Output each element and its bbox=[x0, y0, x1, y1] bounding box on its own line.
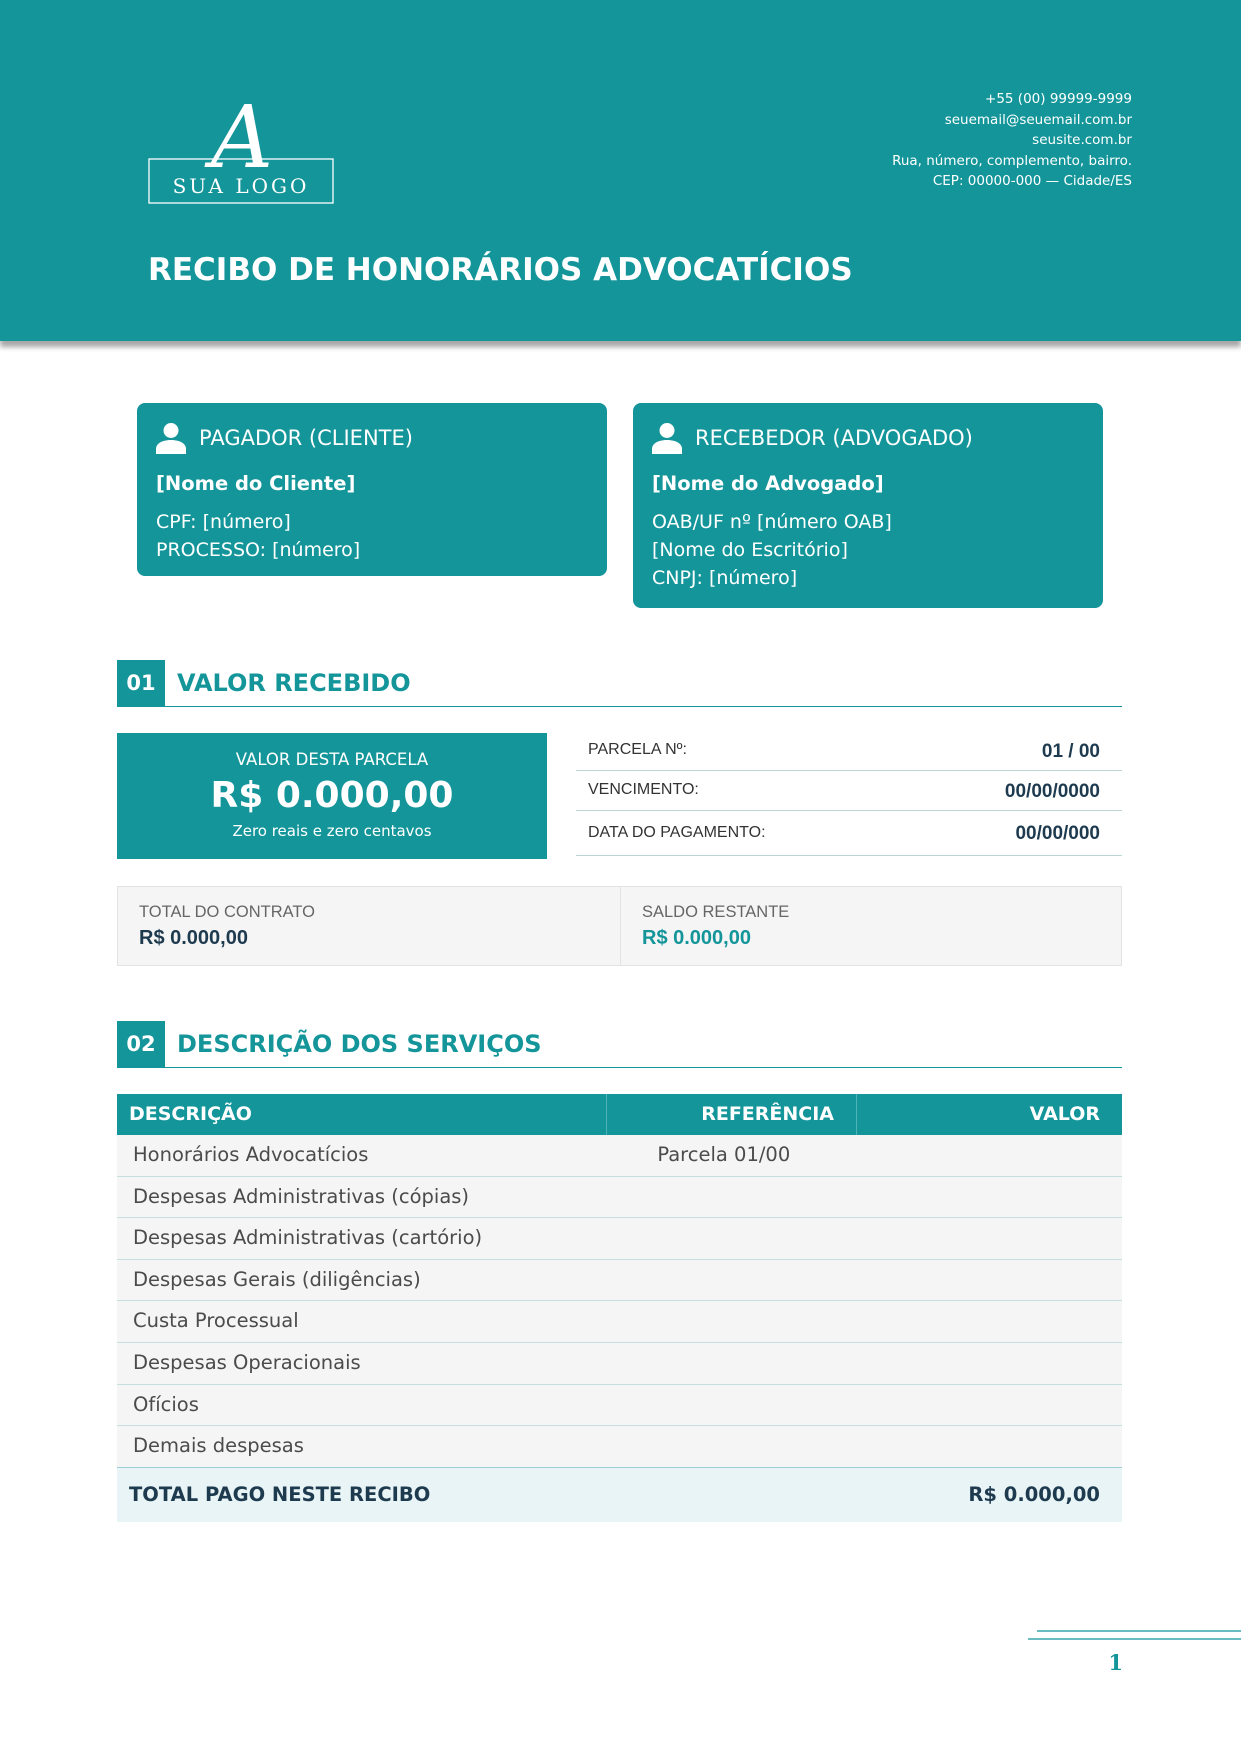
column-header-valor: VALOR bbox=[856, 1094, 1122, 1135]
remaining-balance-label: SALDO RESTANTE bbox=[642, 903, 790, 921]
payer-process: PROCESSO: [número] bbox=[156, 539, 361, 561]
row-value bbox=[844, 1301, 1122, 1342]
installment-amount-words: Zero reais e zero centavos bbox=[232, 822, 432, 840]
section-title: VALOR RECEBIDO bbox=[177, 669, 411, 697]
section-number: 02 bbox=[117, 1021, 165, 1067]
services-table bbox=[117, 1094, 1122, 1522]
total-spacer bbox=[606, 1468, 856, 1522]
table-total-row bbox=[117, 1468, 1122, 1522]
payer-name: [Nome do Cliente] bbox=[156, 472, 356, 495]
contact-email: seuemail@seuemail.com.br bbox=[944, 111, 1132, 128]
table-row bbox=[117, 1343, 1122, 1385]
row-reference bbox=[604, 1343, 845, 1384]
receiver-name: [Nome do Advogado] bbox=[652, 472, 884, 495]
row-value bbox=[844, 1177, 1122, 1218]
row-value bbox=[844, 1135, 1122, 1176]
table-row bbox=[117, 1301, 1122, 1343]
info-value: 01 / 00 bbox=[1041, 741, 1100, 762]
section-title: DESCRIÇÃO DOS SERVIÇOS bbox=[177, 1030, 542, 1058]
installment-box bbox=[117, 733, 547, 859]
row-description: Ofícios bbox=[133, 1392, 199, 1416]
info-row-pagamento bbox=[576, 811, 1122, 856]
row-description: Custa Processual bbox=[133, 1309, 299, 1333]
section-number: 01 bbox=[117, 660, 165, 706]
person-icon bbox=[652, 422, 682, 454]
payer-title: PAGADOR (CLIENTE) bbox=[199, 426, 413, 450]
column-header-descricao: DESCRIÇÃO bbox=[129, 1103, 252, 1125]
info-label: VENCIMENTO: bbox=[588, 781, 699, 798]
payer-card bbox=[137, 403, 607, 576]
table-row bbox=[117, 1135, 1122, 1177]
page-number: 1 bbox=[1108, 1650, 1123, 1675]
contract-total-label: TOTAL DO CONTRATO bbox=[139, 903, 316, 921]
row-reference bbox=[604, 1385, 845, 1426]
section-header-valor bbox=[117, 660, 1122, 707]
receiver-oab: OAB/UF nº [número OAB] bbox=[652, 511, 892, 533]
row-description: Despesas Gerais (diligências) bbox=[133, 1267, 421, 1291]
total-value: R$ 0.000,00 bbox=[968, 1482, 1100, 1506]
row-reference: Parcela 01/00 bbox=[657, 1143, 791, 1166]
row-value bbox=[844, 1343, 1122, 1384]
contract-total bbox=[118, 887, 619, 965]
info-row-parcela bbox=[576, 731, 1122, 771]
logo-text: SUA LOGO bbox=[172, 174, 310, 198]
total-label: TOTAL PAGO NESTE RECIBO bbox=[129, 1482, 431, 1506]
info-value: 00/00/000 bbox=[1015, 823, 1100, 844]
person-icon bbox=[156, 422, 186, 454]
remaining-balance-value: R$ 0.000,00 bbox=[642, 927, 751, 949]
section-header-servicos bbox=[117, 1021, 1122, 1068]
table-row bbox=[117, 1385, 1122, 1427]
table-row bbox=[117, 1218, 1122, 1260]
contact-block bbox=[892, 89, 1132, 192]
row-value bbox=[844, 1426, 1122, 1467]
contact-address: Rua, número, complemento, bairro. bbox=[892, 152, 1132, 169]
contract-total-value: R$ 0.000,00 bbox=[139, 927, 248, 949]
row-description: Despesas Administrativas (cópias) bbox=[133, 1184, 470, 1208]
info-row-vencimento bbox=[576, 771, 1122, 811]
row-value bbox=[844, 1218, 1122, 1259]
row-description: Despesas Administrativas (cartório) bbox=[133, 1226, 483, 1250]
info-label: DATA DO PAGAMENTO: bbox=[588, 824, 766, 841]
info-label: PARCELA Nº: bbox=[588, 741, 687, 758]
column-header-referencia: REFERÊNCIA bbox=[606, 1094, 856, 1135]
contact-site: seusite.com.br bbox=[1032, 132, 1132, 148]
row-reference bbox=[604, 1260, 845, 1301]
table-row bbox=[117, 1177, 1122, 1219]
header-banner bbox=[0, 0, 1241, 341]
row-value bbox=[844, 1260, 1122, 1301]
contact-cep: CEP: 00000-000 — Cidade/ES bbox=[932, 173, 1132, 189]
logo bbox=[148, 95, 334, 205]
installment-label: VALOR DESTA PARCELA bbox=[235, 750, 429, 769]
row-reference bbox=[604, 1218, 845, 1259]
receiver-card bbox=[633, 403, 1103, 608]
table-row bbox=[117, 1260, 1122, 1302]
row-reference bbox=[604, 1301, 845, 1342]
installment-info-table bbox=[576, 731, 1122, 856]
remaining-balance bbox=[620, 887, 1122, 965]
row-description: Honorários Advocatícios bbox=[133, 1143, 369, 1166]
document-title: RECIBO DE HONORÁRIOS ADVOCATÍCIOS bbox=[148, 252, 853, 288]
row-value bbox=[844, 1385, 1122, 1426]
contract-totals bbox=[117, 886, 1122, 966]
info-value: 00/00/0000 bbox=[1004, 781, 1100, 802]
table-row bbox=[117, 1426, 1122, 1468]
row-reference bbox=[604, 1177, 845, 1218]
footer-lines bbox=[1028, 1630, 1241, 1642]
installment-amount: R$ 0.000,00 bbox=[210, 775, 454, 816]
contact-phone: +55 (00) 99999-9999 bbox=[985, 91, 1132, 107]
logo-letter: A bbox=[210, 95, 274, 188]
row-description: Despesas Operacionais bbox=[133, 1350, 361, 1374]
row-reference bbox=[604, 1426, 845, 1467]
row-description: Demais despesas bbox=[133, 1434, 304, 1458]
receiver-cnpj: CNPJ: [número] bbox=[652, 567, 798, 589]
receiver-office: [Nome do Escritório] bbox=[652, 539, 848, 561]
table-header bbox=[117, 1094, 1122, 1135]
receiver-title: RECEBEDOR (ADVOGADO) bbox=[695, 426, 973, 450]
payer-cpf: CPF: [número] bbox=[156, 511, 291, 533]
